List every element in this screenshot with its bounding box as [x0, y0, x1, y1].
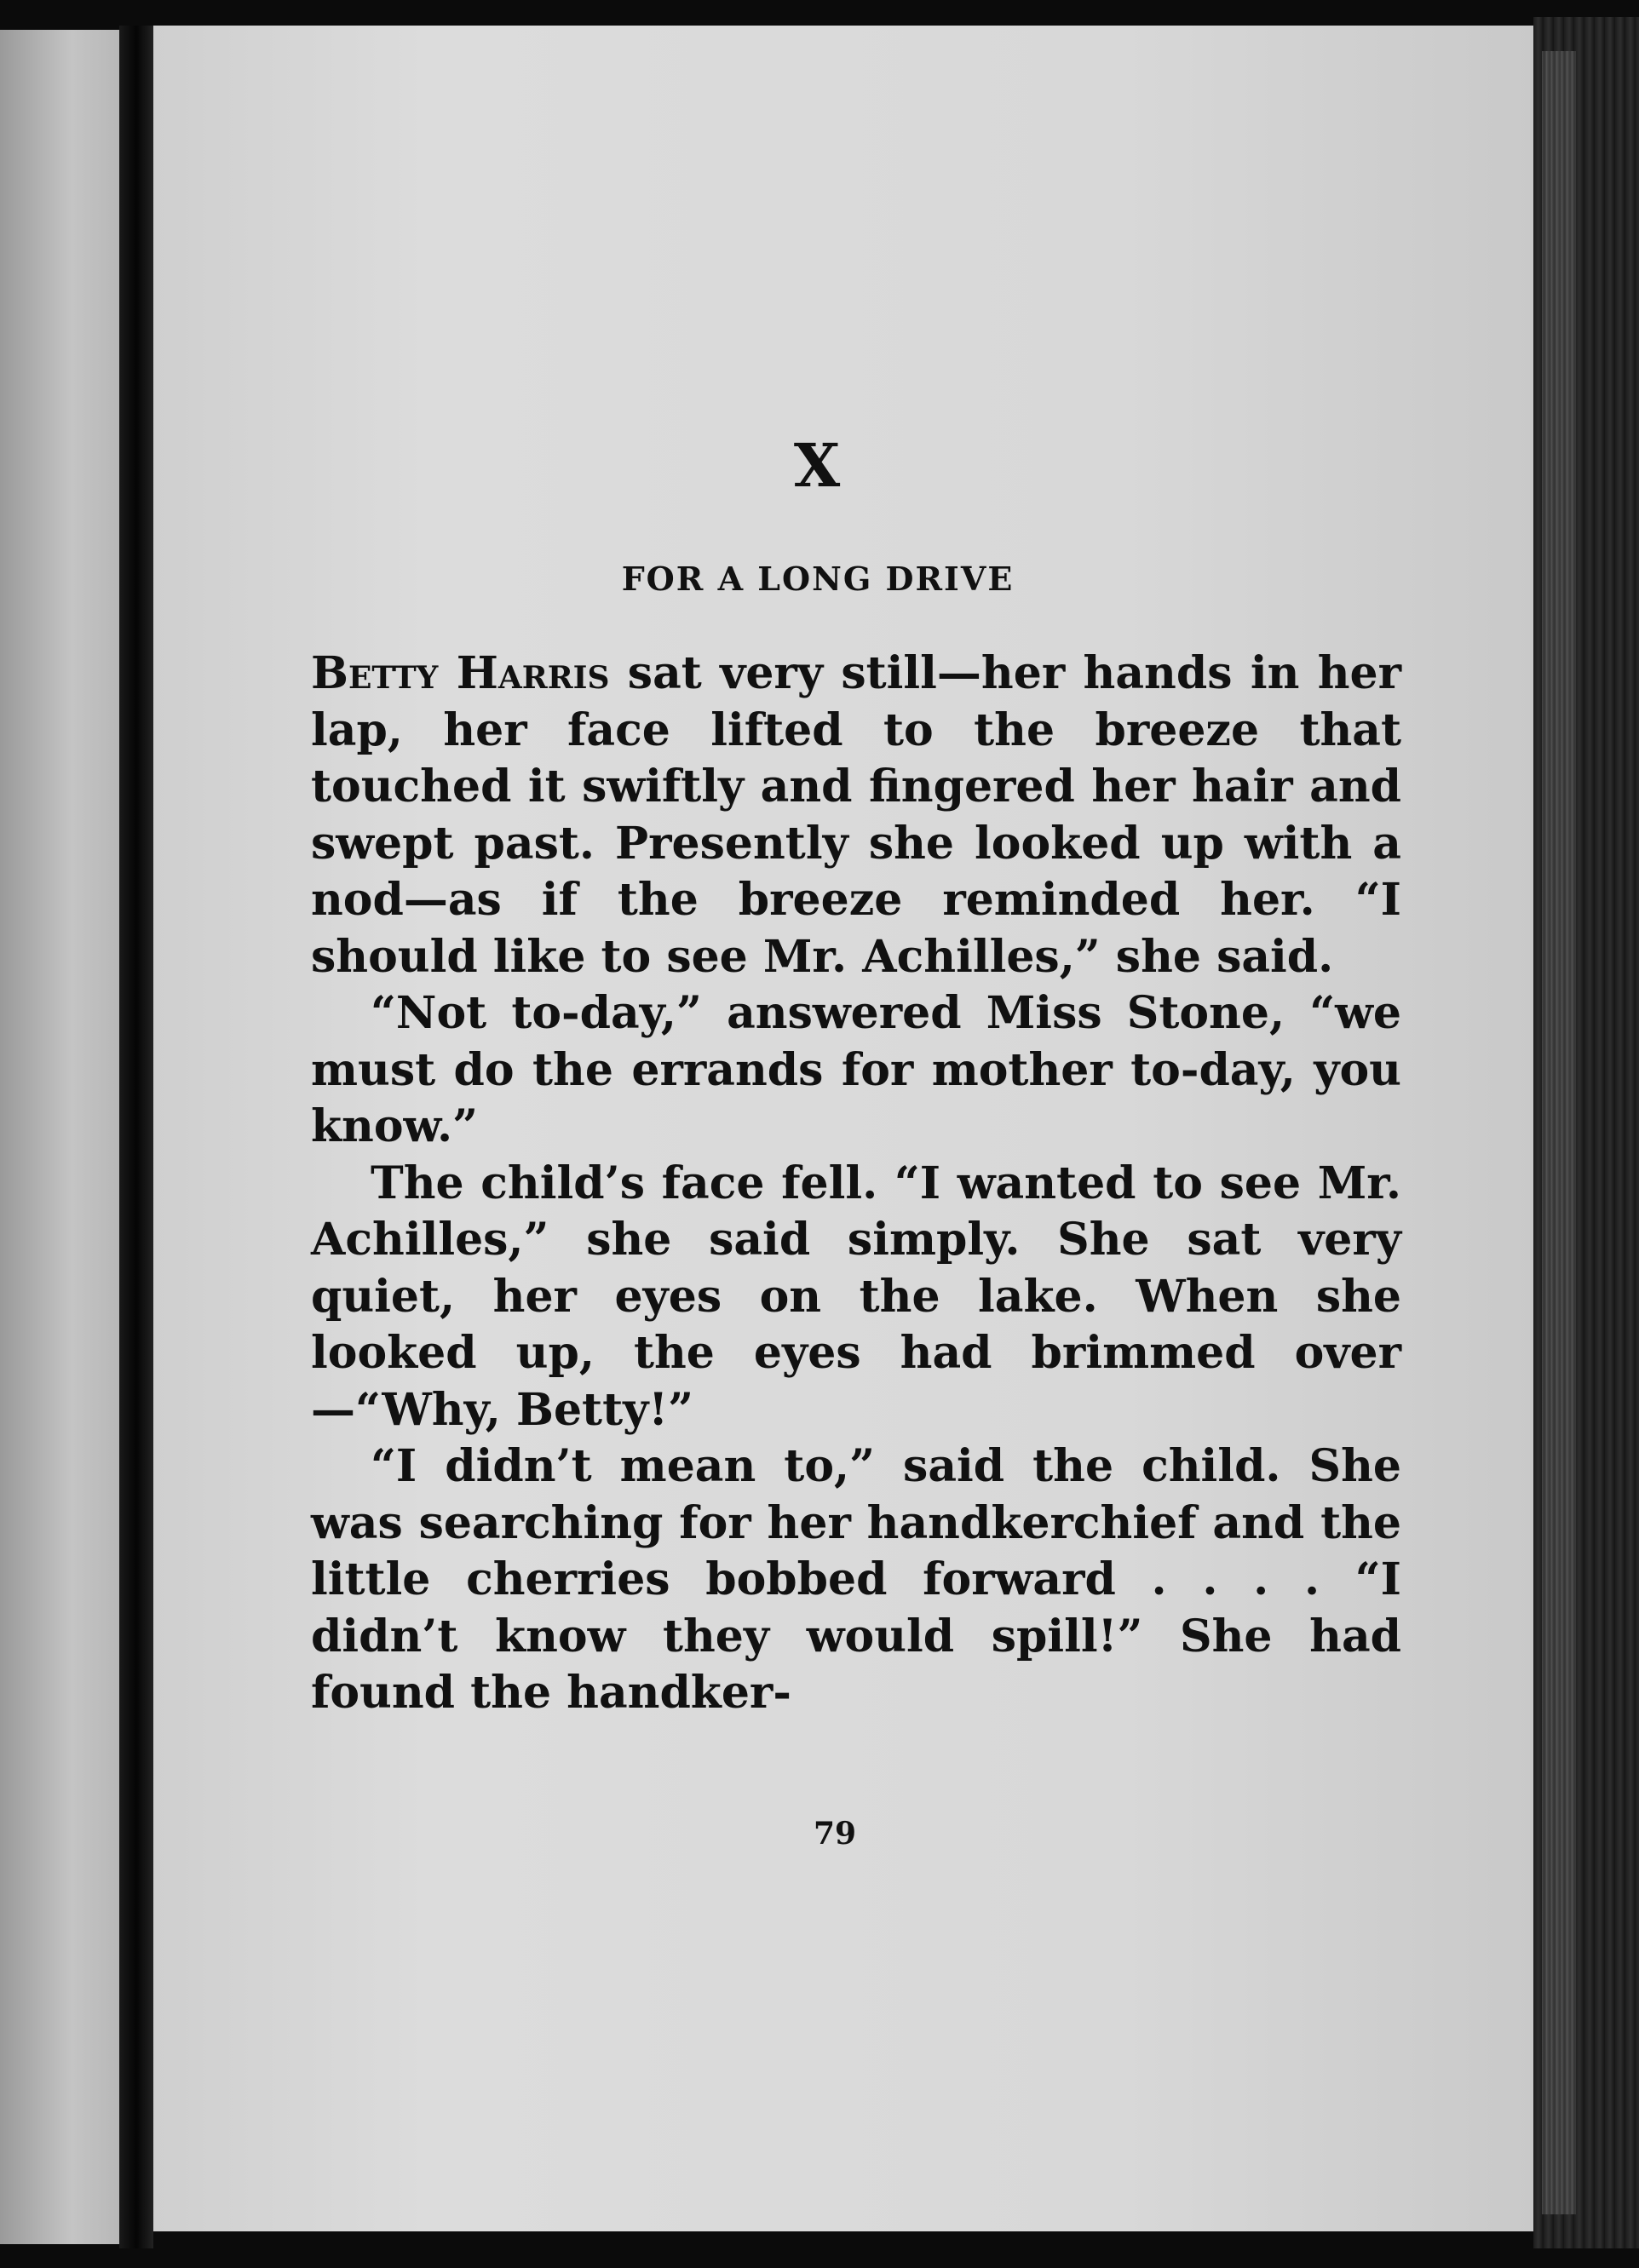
left-page-edge: [0, 30, 119, 2244]
paragraph-4: “I didn’t mean to,” said the child. She was searching for her handkerchief and the little cherries bobbed forward . . . . “I didn’t know they would spill!” She had found the handker-: [311, 1440, 1401, 1719]
book-page: [153, 26, 1533, 2231]
paragraph-1: [311, 646, 1401, 985]
book-right-edge: [1533, 17, 1639, 2248]
chapter-number: X: [793, 430, 843, 501]
paragraph-3: The child’s face fell. “I wanted to see Mr. Achilles,” she said simply. She sat very quiet, her eyes on the lake. When she looked up, the eyes had brimmed over—“Why, Betty!”: [311, 1157, 1401, 1436]
book-gutter: [119, 26, 153, 2248]
page-stack-lines: [1542, 51, 1576, 2214]
chapter-title: FOR A LONG DRIVE: [621, 560, 1015, 598]
paragraph-1-text: sat very still—her hands in her lap, her face lifted to the breeze that touched it swiftly and fingered her hair and swept past. Presently she looked up with a nod—as if the breeze reminded her. “I should like to see Mr. Achilles,” she said.: [311, 647, 1402, 983]
page-number: 79: [813, 1816, 857, 1852]
paragraph-2: “Not to-day,” answered Miss Stone, “we must do the errands for mother to-day, you know.”: [311, 987, 1401, 1152]
opening-name: Betty Harris: [311, 647, 610, 699]
page-body: [311, 646, 1401, 1722]
